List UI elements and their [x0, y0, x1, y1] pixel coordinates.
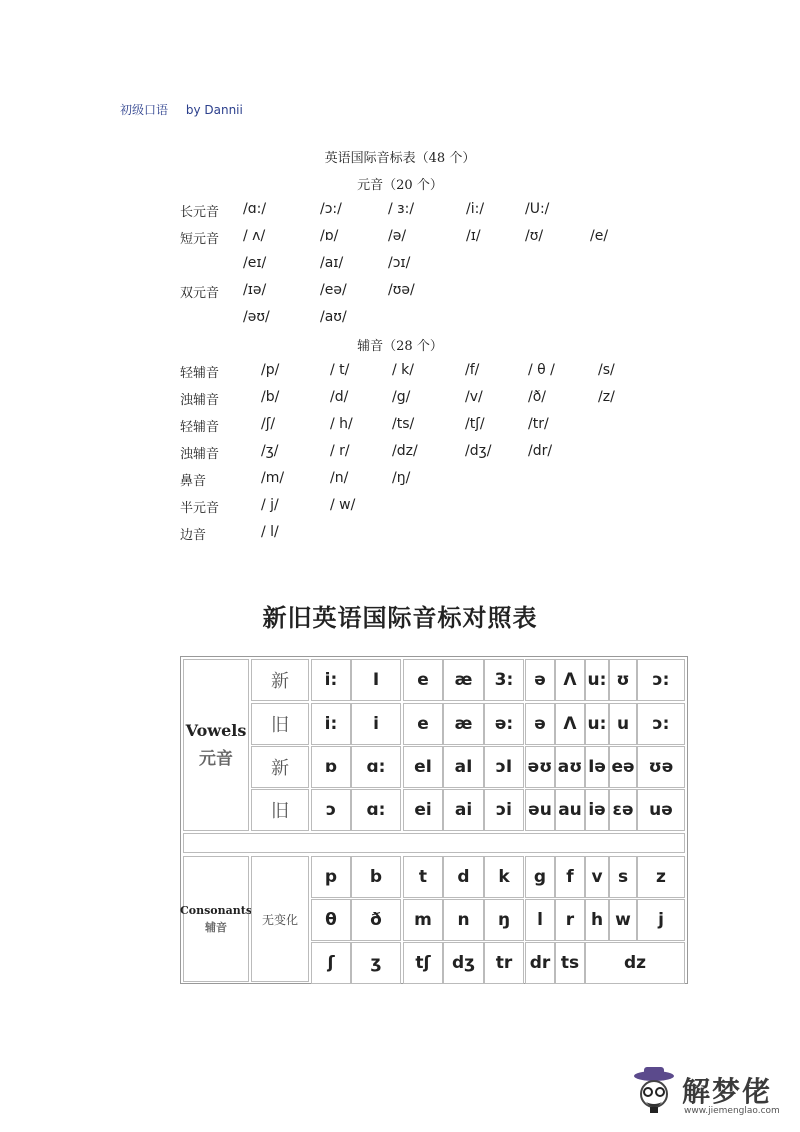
phonetic-symbol: /əʊ/: [243, 309, 270, 325]
phonetic-symbol: /dr/: [528, 443, 553, 459]
consonant-symbol-cell: p: [311, 856, 351, 898]
vowel-symbol-cell: u: [609, 703, 637, 745]
consonant-symbol-cell: m: [403, 899, 443, 941]
consonant-symbol-cell: f: [555, 856, 585, 898]
vowel-symbol-cell: ə:: [484, 703, 524, 745]
consonants-label-en: Consonants: [180, 903, 253, 917]
vowel-heading: 元音（20 个）: [357, 178, 443, 193]
consonants-label-cell: [180, 856, 253, 982]
watermark-url: www.jiemenglao.com: [684, 1106, 780, 1116]
phonetic-symbol: /eə/: [320, 282, 347, 298]
header-author: by Dannii: [185, 103, 243, 117]
phonetic-symbol: /s/: [598, 362, 615, 378]
vowel-symbol-cell: ɑ:: [351, 746, 401, 788]
phonetic-symbol: /ʃ/: [261, 416, 276, 432]
consonant-symbol-cell: r: [555, 899, 585, 941]
consonant-row-label: 轻辅音: [180, 366, 220, 381]
consonant-heading: 辅音（28 个）: [357, 339, 443, 354]
old-label: 旧: [251, 789, 309, 831]
consonant-symbol-cell: ð: [351, 899, 401, 941]
table-spacer-row: [183, 833, 685, 853]
mascot-icon: [630, 1064, 678, 1120]
consonant-row-label: 浊辅音: [180, 447, 220, 462]
vowel-symbol-cell: u:: [585, 659, 609, 701]
vowel-symbol-cell: ʊ: [609, 659, 637, 701]
consonant-symbol-cell: l: [525, 899, 555, 941]
consonant-row-label: 鼻音: [180, 474, 207, 489]
vowel-symbol-cell: aI: [443, 746, 484, 788]
phonetic-symbol: /d/: [330, 389, 349, 405]
vowel-symbol-cell: Iə: [585, 746, 609, 788]
vowel-symbol-cell: ɔ: [311, 789, 351, 831]
consonant-symbol-cell: n: [443, 899, 484, 941]
vowel-symbol-cell: e: [403, 659, 443, 701]
phonetic-symbol: /tr/: [528, 416, 549, 432]
vowel-symbol-cell: əu: [525, 789, 555, 831]
phonetic-symbol: /ə/: [388, 228, 407, 244]
vowel-symbol-cell: ɔI: [484, 746, 524, 788]
vowel-symbol-cell: ə: [525, 703, 555, 745]
phonetic-table-title: 英语国际音标表（48 个）: [324, 151, 476, 166]
vowel-symbol-cell: u:: [585, 703, 609, 745]
consonants-label-zh: 辅音: [205, 920, 227, 934]
phonetic-symbol: /p/: [261, 362, 280, 378]
consonant-symbol-cell: ts: [555, 942, 585, 984]
phonetic-symbol: /ŋ/: [392, 470, 411, 486]
document-header: [120, 101, 257, 118]
consonant-symbol-cell: s: [609, 856, 637, 898]
no-change-label: 无变化: [251, 856, 309, 982]
phonetic-symbol: /ʊ/: [525, 228, 544, 244]
phonetic-symbol: / h/: [330, 416, 353, 432]
phonetic-symbol: / l/: [261, 524, 279, 540]
consonant-symbol-cell: b: [351, 856, 401, 898]
vowel-symbol-cell: aʊ: [555, 746, 585, 788]
consonant-row-label: 轻辅音: [180, 420, 220, 435]
watermark-text: 解梦佬: [682, 1075, 773, 1108]
phonetic-symbol: /ɔɪ/: [388, 255, 411, 271]
vowel-symbol-cell: e: [403, 703, 443, 745]
phonetic-symbol: /ɔ:/: [320, 201, 342, 217]
vowels-label-en: Vowels: [185, 721, 247, 740]
phonetic-symbol: /f/: [465, 362, 480, 378]
phonetic-symbol: / ɜ:/: [388, 201, 415, 217]
consonant-symbol-cell: z: [637, 856, 685, 898]
consonant-symbol-cell: dr: [525, 942, 555, 984]
vowel-symbol-cell: ɔ:: [637, 703, 685, 745]
vowel-symbol-cell: iə: [585, 789, 609, 831]
vowel-symbol-cell: ə: [525, 659, 555, 701]
vowel-symbol-cell: ɔ:: [637, 659, 685, 701]
vowel-symbol-cell: i: [351, 703, 401, 745]
phonetic-symbol: /ɪ/: [466, 228, 481, 244]
phonetic-symbol: /ɒ/: [320, 228, 339, 244]
phonetic-symbol: / θ /: [528, 362, 555, 378]
consonant-symbol-cell: k: [484, 856, 524, 898]
vowel-row-label: 双元音: [180, 286, 220, 301]
vowel-symbol-cell: ʊə: [637, 746, 685, 788]
phonetic-symbol: /v/: [465, 389, 483, 405]
phonetic-symbol: /ð/: [528, 389, 546, 405]
consonant-symbol-cell: dz: [585, 942, 685, 984]
vowel-symbol-cell: ɑ:: [351, 789, 401, 831]
watermark-logo: [630, 1064, 790, 1124]
vowel-symbol-cell: ai: [443, 789, 484, 831]
phonetic-symbol: /aʊ/: [320, 309, 347, 325]
vowel-symbol-cell: ɛə: [609, 789, 637, 831]
consonant-symbol-cell: h: [585, 899, 609, 941]
phonetic-symbol: /e/: [590, 228, 609, 244]
old-label: 旧: [251, 703, 309, 745]
consonant-row-label: 半元音: [180, 501, 220, 516]
vowel-symbol-cell: au: [555, 789, 585, 831]
phonetic-symbol: /ts/: [392, 416, 415, 432]
phonetic-symbol: /U:/: [525, 201, 550, 217]
phonetic-symbol: /dʒ/: [465, 443, 492, 459]
vowel-symbol-cell: Λ: [555, 703, 585, 745]
vowel-symbol-cell: uə: [637, 789, 685, 831]
phonetic-symbol: /m/: [261, 470, 285, 486]
phonetic-symbol: /i:/: [466, 201, 485, 217]
phonetic-symbol: / j/: [261, 497, 279, 513]
consonant-symbol-cell: dʒ: [443, 942, 484, 984]
comparison-table-title: 新旧英语国际音标对照表: [262, 604, 538, 632]
phonetic-symbol: /aɪ/: [320, 255, 344, 271]
consonant-row-label: 边音: [180, 528, 207, 543]
phonetic-symbol: /n/: [330, 470, 349, 486]
consonant-symbol-cell: j: [637, 899, 685, 941]
vowel-symbol-cell: eə: [609, 746, 637, 788]
consonant-symbol-cell: w: [609, 899, 637, 941]
vowel-symbol-cell: i:: [311, 703, 351, 745]
phonetic-symbol: / r/: [330, 443, 350, 459]
vowel-symbol-cell: æ: [443, 659, 484, 701]
new-label: 新: [251, 746, 309, 788]
vowels-label-cell: [183, 659, 249, 831]
consonant-symbol-cell: g: [525, 856, 555, 898]
phonetic-symbol: /g/: [392, 389, 411, 405]
phonetic-symbol: /ʊə/: [388, 282, 415, 298]
consonant-row-label: 浊辅音: [180, 393, 220, 408]
consonant-symbol-cell: tr: [484, 942, 524, 984]
phonetic-symbol: / k/: [392, 362, 414, 378]
consonant-symbol-cell: tʃ: [403, 942, 443, 984]
vowel-row-label: 长元音: [180, 205, 220, 220]
phonetic-symbol: /ʒ/: [261, 443, 279, 459]
vowel-symbol-cell: əʊ: [525, 746, 555, 788]
phonetic-symbol: /tʃ/: [465, 416, 485, 432]
phonetic-symbol: / t/: [330, 362, 350, 378]
consonant-symbol-cell: θ: [311, 899, 351, 941]
phonetic-symbol: / ʌ/: [243, 228, 266, 244]
consonant-symbol-cell: v: [585, 856, 609, 898]
comparison-table: [180, 656, 688, 984]
vowel-symbol-cell: i:: [311, 659, 351, 701]
phonetic-symbol: /dz/: [392, 443, 418, 459]
consonant-symbol-cell: d: [443, 856, 484, 898]
consonant-symbol-cell: ʒ: [351, 942, 401, 984]
consonant-symbol-cell: t: [403, 856, 443, 898]
vowel-symbol-cell: ɔi: [484, 789, 524, 831]
phonetic-symbol: /z/: [598, 389, 615, 405]
vowel-row-label: 短元音: [180, 232, 220, 247]
vowel-symbol-cell: 3:: [484, 659, 524, 701]
new-label: 新: [251, 659, 309, 701]
vowel-symbol-cell: I: [351, 659, 401, 701]
phonetic-symbol: /b/: [261, 389, 280, 405]
consonant-symbol-cell: ʃ: [311, 942, 351, 984]
vowels-label-zh: 元音: [199, 749, 233, 769]
vowel-symbol-cell: Λ: [555, 659, 585, 701]
phonetic-symbol: /ɑ:/: [243, 201, 267, 217]
vowel-symbol-cell: ei: [403, 789, 443, 831]
phonetic-symbol: /eɪ/: [243, 255, 267, 271]
phonetic-symbol: /ɪə/: [243, 282, 267, 298]
vowel-symbol-cell: æ: [443, 703, 484, 745]
vowel-symbol-cell: eI: [403, 746, 443, 788]
vowel-symbol-cell: ɒ: [311, 746, 351, 788]
phonetic-symbol: / w/: [330, 497, 356, 513]
consonant-symbol-cell: ŋ: [484, 899, 524, 941]
header-course: 初级口语: [120, 103, 169, 117]
